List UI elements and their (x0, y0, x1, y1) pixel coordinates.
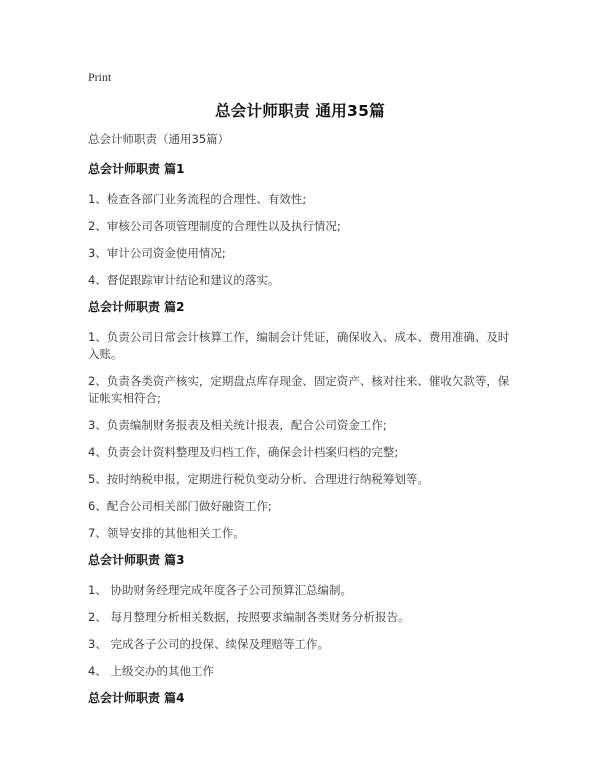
list-item: 4、负责会计资料整理及归档工作，确保会计档案归档的完整; (88, 445, 399, 459)
section-1 (88, 161, 518, 289)
section-heading: 总会计师职责 篇2 (88, 300, 185, 314)
list-item: 6、配合公司相关部门做好融资工作; (88, 499, 272, 513)
list-item: 1、 协助财务经理完成年度各子公司预算汇总编制。 (88, 583, 352, 597)
section-2 (88, 299, 518, 542)
document-title: 总会计师职责 通用35篇 (214, 102, 386, 120)
list-item: 7、领导安排的其他相关工作。 (88, 526, 245, 540)
document-subtitle: 总会计师职责（通用35篇） (88, 132, 230, 146)
section-3 (88, 552, 518, 680)
list-item: 4、督促跟踪审计结论和建议的落实。 (88, 273, 280, 287)
list-item: 3、 完成各子公司的投保、续保及理赔等工作。 (88, 637, 329, 651)
document-content (88, 161, 518, 720)
list-item: 1、检查各部门业务流程的合理性、有效性; (88, 192, 307, 206)
list-item: 3、负责编制财务报表及相关统计报表，配合公司资金工作; (88, 418, 387, 432)
list-item: 5、按时纳税申报，定期进行税负变动分析、合理进行纳税筹划等。 (88, 472, 429, 486)
print-link[interactable]: Print (88, 70, 112, 84)
list-item: 2、审核公司各项管理制度的合理性以及执行情况; (88, 219, 341, 233)
section-heading: 总会计师职责 篇4 (88, 691, 185, 705)
list-item: 4、 上级交办的其他工作 (88, 664, 214, 678)
list-item: 2、负责各类资产核实，定期盘点库存现金、固定资产、核对往来、催收欠款等，保证帐实相符合; (88, 374, 510, 405)
list-item: 3、审计公司资金使用情况; (88, 246, 226, 260)
section-4 (88, 690, 518, 706)
section-heading: 总会计师职责 篇1 (88, 162, 185, 176)
section-heading: 总会计师职责 篇3 (88, 553, 185, 567)
list-item: 2、 每月整理分析相关数据，按照要求编制各类财务分析报告。 (88, 610, 410, 624)
list-item: 1、负责公司日常会计核算工作，编制会计凭证，确保收入、成本、费用准确、及时入账。 (88, 330, 510, 361)
